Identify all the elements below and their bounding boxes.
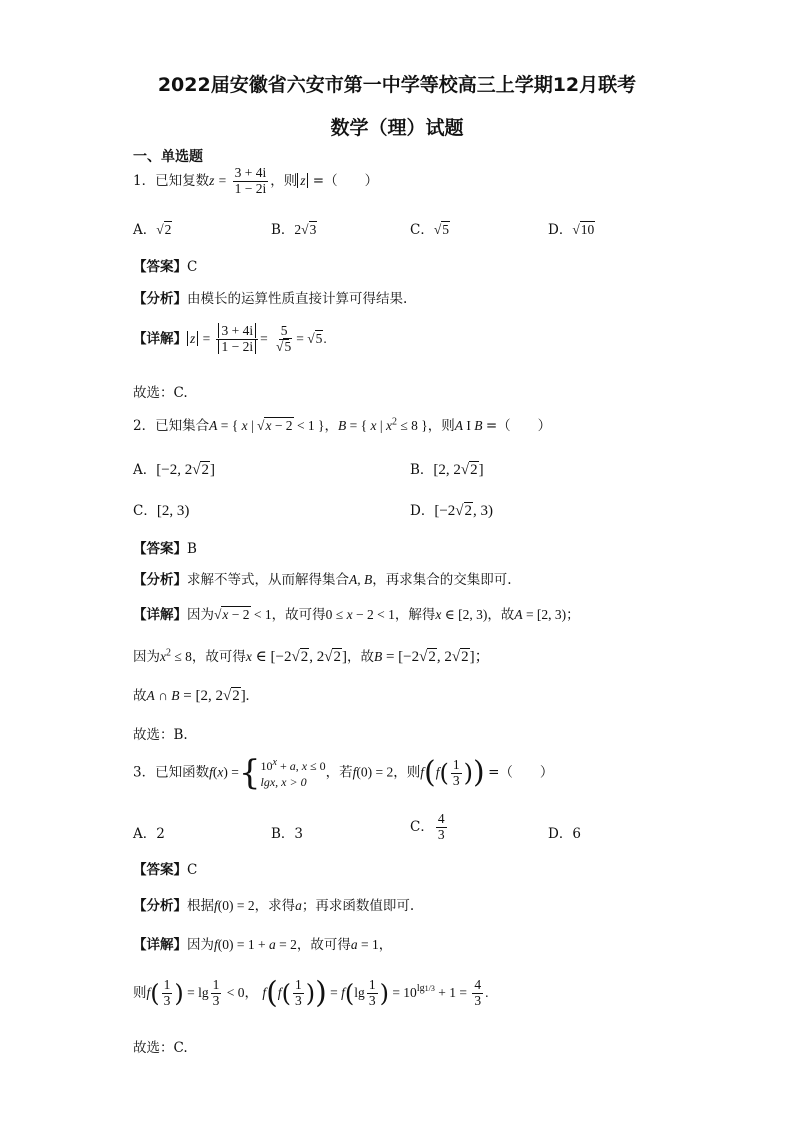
q3-option-b[interactable]: B．3 (271, 826, 304, 842)
q3-detail-line2: 则f( $\frac{1}{3}$ ) = lg $\frac{1}{3}$ < 0， f(f( $\frac{1}{3}$ )) = f(lg $\frac{1}{3}$ ) = $10^{lg1/3} + 1$ = $\frac{4}{3}$ . (133, 975, 489, 1011)
q2-option-b[interactable]: B．[2, 2√2] (410, 462, 484, 478)
q2-option-d[interactable]: D．[−2√2, 3) (410, 503, 494, 519)
q1-detail: 【详解】 z = $\frac{3 + 4i}{1 - 2i}$ = $\frac{5}{√5}$ = √5. (133, 323, 327, 354)
q2-choice: 故选：B. (133, 727, 188, 743)
q1-answer: 【答案】C (133, 259, 198, 275)
q2-detail-line1: 【详解】因为√x − 2 < 1，故可得0 ≤ x − 2 < 1，解得x ∈ [2, 3)，故A = [2, 3)； (133, 607, 580, 623)
q3-option-d[interactable]: D．6 (548, 826, 581, 842)
q2-detail-line3: 故A ∩ B = [2, 2√2]. (133, 688, 250, 704)
q1-option-c[interactable]: C．√5 (410, 222, 450, 238)
document-title: 2022届安徽省六安市第一中学等校高三上学期12月联考 (157, 74, 637, 96)
q2-option-c[interactable]: C．[2, 3) (133, 503, 190, 519)
q3-answer: 【答案】C (133, 862, 198, 878)
q2-answer: 【答案】B (133, 541, 197, 557)
q3-detail-line1: 【详解】因为f(0) = 1 + a = 2，故可得a = 1， (133, 937, 393, 953)
q2-option-a[interactable]: A．[−2, 2√2] (133, 462, 215, 478)
document-subtitle: 数学（理）试题 (330, 117, 464, 139)
q1-option-a[interactable]: A．√2 (133, 222, 172, 238)
q1-stem: 1．已知复数z = $\frac{3 + 4i}{1 - 2i}$ ，则 z =（ ） (133, 165, 379, 196)
q3-option-c[interactable]: C． $\frac{4}{3}$ (410, 811, 445, 842)
q2-analysis: 【分析】求解不等式，从而解得集合A, B，再求集合的交集即可. (133, 572, 512, 588)
q3-option-a[interactable]: A．2 (133, 826, 165, 842)
q3-stem: 3．已知函数f(x) ={ $10^x + a$, x ≤ 0 lgx, x > 0 ，若f(0) = 2，则f(f( $\frac{1}{3}$ )) =（ ） (133, 753, 554, 794)
q2-stem: 2．已知集合A = { x | √x − 2 < 1 }，B = { x | $x^2 \le 8$ }，则A I B =（ ） (133, 416, 552, 434)
q1-stem-post: ，则 (270, 172, 298, 189)
q1-analysis: 【分析】由模长的运算性质直接计算可得结果. (133, 291, 408, 307)
q1-stem-pre: 1．已知复数 (133, 172, 210, 189)
q3-analysis: 【分析】根据f(0) = 2，求得a；再求函数值即可. (133, 898, 415, 914)
q1-option-d[interactable]: D．√10 (548, 222, 595, 238)
q1-choice: 故选：C. (133, 385, 188, 401)
q3-choice: 故选：C. (133, 1040, 188, 1056)
section-heading: 一、单选题 (133, 149, 203, 165)
q1-option-b[interactable]: B．2√3 (271, 222, 317, 238)
q1-blank: =（ ） (312, 172, 379, 189)
q2-detail-line2: 因为$x^2 \le 8$，故可得x ∈ [−2√2, 2√2]，故B = [−2√2, 2√2]； (133, 647, 490, 665)
